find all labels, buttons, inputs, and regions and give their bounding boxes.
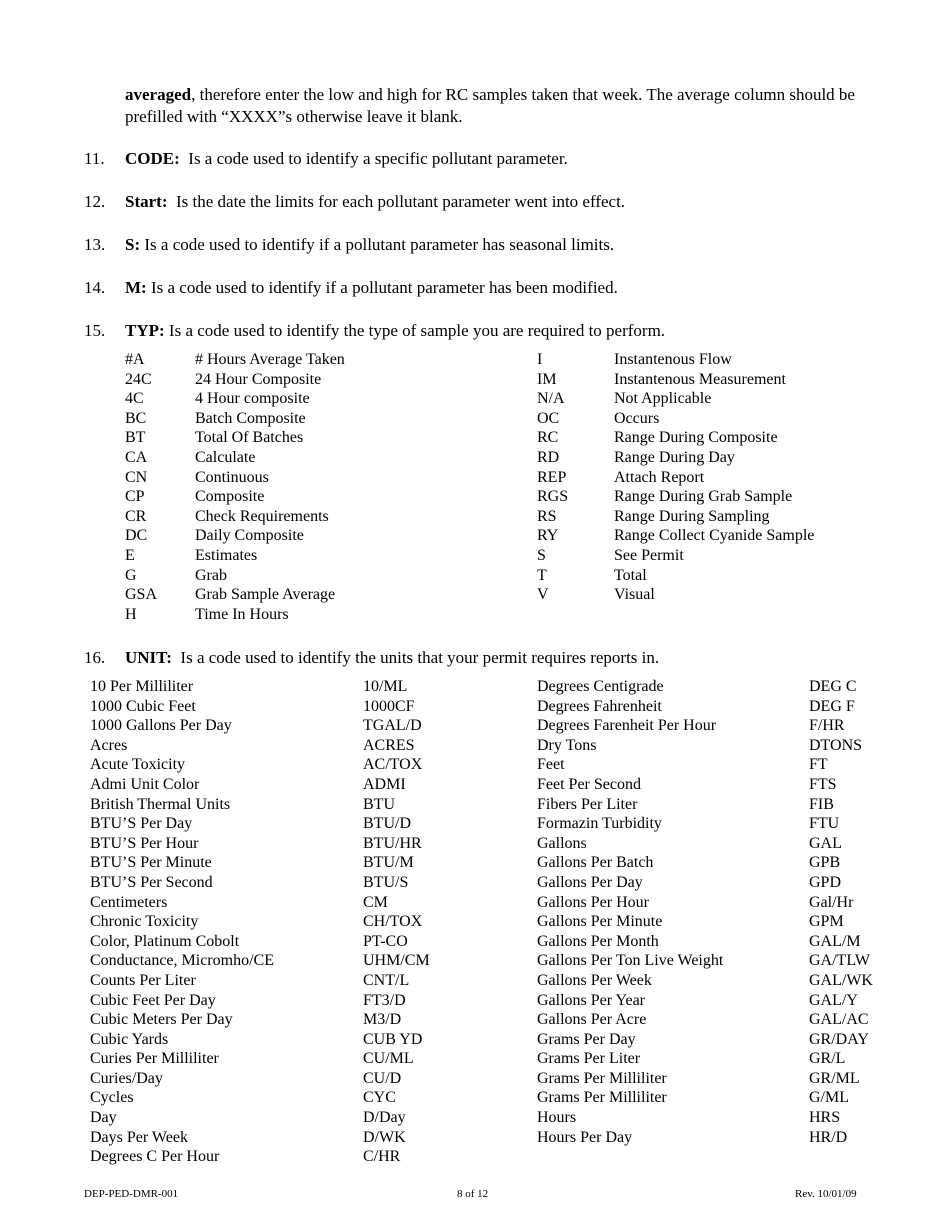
unit-code: GPB (809, 854, 841, 872)
typ-code: I (537, 351, 543, 368)
item-desc: Is a code used to identify if a pollutant parameter has been modified. (146, 278, 618, 297)
typ-code: GSA (125, 586, 158, 604)
unit-code: D/WK (363, 1128, 406, 1146)
unit-name: 1000 Gallons Per Day (90, 717, 232, 735)
item-desc: Is the date the limits for each pollutant parameter went into effect. (167, 192, 626, 211)
typ-code: BC (125, 409, 147, 427)
typ-description: Not Applicable (614, 390, 712, 408)
item-desc: Is a code used to identify if a pollutant parameter has seasonal limits. (140, 235, 615, 254)
unit-code: 10/ML (363, 678, 408, 695)
typ-description: Attach Report (614, 468, 705, 486)
unit-code: CYC (363, 1089, 396, 1107)
item-term: UNIT: (125, 648, 172, 667)
intro-text: , therefore enter the low and high for RC samples taken that week. The average column should be prefilled with “XXXX”s otherwise leave it blank. (125, 85, 855, 126)
unit-code: ADMI (363, 775, 406, 793)
unit-name: Gallons Per Acre (537, 1011, 647, 1029)
unit-name: Hours (537, 1109, 577, 1127)
typ-description: Visual (614, 586, 655, 604)
unit-code: FTS (809, 775, 837, 793)
item-number: 15. (84, 321, 106, 340)
typ-description: # Hours Average Taken (195, 351, 345, 368)
unit-code: UHM/CM (363, 952, 430, 970)
unit-name: Gallons (537, 834, 587, 852)
typ-code: N/A (537, 390, 565, 408)
typ-description: Check Requirements (195, 507, 329, 525)
unit-code: BTU/HR (363, 834, 422, 852)
unit-name: Gallons Per Ton Live Weight (537, 952, 724, 970)
unit-code: GPD (809, 873, 842, 891)
item-term: M: (125, 278, 147, 297)
item-number: 11. (84, 149, 105, 168)
typ-description: 24 Hour Composite (195, 370, 322, 388)
typ-description: Composite (195, 488, 265, 506)
unit-code: BTU (363, 795, 395, 813)
typ-code: CN (125, 468, 148, 486)
unit-name: Acres (90, 736, 128, 754)
intro-bold: averaged (125, 85, 192, 104)
typ-description: Calculate (195, 448, 256, 466)
unit-name: 10 Per Milliliter (90, 678, 194, 695)
typ-code: V (537, 586, 549, 604)
unit-name: BTU’S Per Second (90, 873, 213, 891)
typ-description: Total (614, 566, 647, 584)
unit-code: FIB (809, 795, 834, 813)
typ-code: CR (125, 507, 147, 525)
typ-description: Time In Hours (195, 605, 289, 623)
item-number: 12. (84, 192, 106, 211)
item-number: 13. (84, 235, 106, 254)
unit-code: PT-CO (363, 932, 408, 950)
item-term: CODE: (125, 149, 180, 168)
unit-name: BTU’S Per Day (90, 815, 193, 833)
item-number: 16. (84, 648, 106, 667)
footer-page-number: 8 of 12 (457, 1188, 489, 1200)
typ-code: S (537, 546, 546, 564)
unit-name: Conductance, Micromho/CE (90, 952, 274, 970)
unit-code: CU/ML (363, 1050, 414, 1068)
unit-code: GR/ML (809, 1069, 860, 1087)
unit-name: Grams Per Milliliter (537, 1089, 667, 1107)
typ-description: Continuous (195, 468, 269, 486)
unit-code: D/Day (363, 1109, 406, 1127)
typ-description: Estimates (195, 546, 258, 564)
typ-code: RY (537, 527, 559, 545)
unit-name: Color, Platinum Cobolt (90, 932, 240, 950)
typ-code: H (125, 605, 137, 623)
unit-name: Degrees C Per Hour (90, 1148, 220, 1166)
typ-code: 24C (125, 370, 152, 388)
unit-name: Grams Per Milliliter (537, 1069, 667, 1087)
unit-code: AC/TOX (363, 756, 423, 774)
typ-description: Range During Composite (614, 429, 778, 447)
item-desc: Is a code used to identify a specific pollutant parameter. (179, 149, 568, 168)
typ-description: Batch Composite (195, 409, 306, 427)
typ-description: Occurs (614, 409, 660, 427)
typ-code: IM (537, 370, 557, 388)
item-number: 14. (84, 278, 106, 297)
unit-code: GPM (809, 913, 844, 931)
unit-code: GAL/WK (809, 971, 873, 989)
item-desc: Is a code used to identify the type of sample you are required to perform. (164, 321, 666, 340)
unit-name: Cycles (90, 1089, 134, 1107)
unit-name: Cubic Yards (90, 1030, 169, 1048)
unit-code: FTU (809, 815, 840, 833)
unit-code: F/HR (809, 717, 845, 735)
item-desc: Is a code used to identify the units that your permit requires reports in. (171, 648, 660, 667)
typ-code: REP (537, 468, 567, 486)
unit-name: Admi Unit Color (90, 775, 200, 793)
unit-code: 1000CF (363, 697, 415, 715)
unit-code: GAL (809, 834, 842, 852)
unit-name: Grams Per Liter (537, 1050, 641, 1068)
unit-code: FT3/D (363, 991, 406, 1009)
unit-code: GR/L (809, 1050, 846, 1068)
typ-description: 4 Hour composite (195, 390, 310, 408)
footer-revision: Rev. 10/01/09 (795, 1188, 857, 1200)
unit-name: Day (90, 1109, 117, 1127)
unit-code: FT (809, 756, 828, 774)
unit-name: Gallons Per Hour (537, 893, 649, 911)
unit-name: Chronic Toxicity (90, 913, 199, 931)
unit-name: 1000 Cubic Feet (90, 697, 196, 715)
typ-code: BT (125, 429, 146, 447)
unit-name: Gallons Per Month (537, 932, 659, 950)
unit-name: Gallons Per Week (537, 971, 652, 989)
typ-description: Grab (195, 566, 227, 584)
typ-description: Range During Day (614, 448, 735, 466)
unit-code: HR/D (809, 1128, 848, 1146)
unit-code: GAL/AC (809, 1011, 869, 1029)
unit-code: CH/TOX (363, 913, 423, 931)
unit-name: Curies/Day (90, 1069, 163, 1087)
unit-name: Degrees Fahrenheit (537, 697, 662, 715)
typ-description: Grab Sample Average (195, 586, 336, 604)
unit-code: GAL/M (809, 932, 861, 950)
unit-code: GAL/Y (809, 991, 858, 1009)
unit-name: Cubic Feet Per Day (90, 991, 216, 1009)
unit-code: M3/D (363, 1011, 402, 1029)
typ-code: T (537, 566, 547, 584)
typ-code: CA (125, 448, 148, 466)
unit-name: Gallons Per Year (537, 991, 645, 1009)
unit-code: ACRES (363, 736, 415, 754)
unit-name: Gallons Per Minute (537, 913, 663, 931)
typ-description: Range Collect Cyanide Sample (614, 527, 815, 545)
unit-code: DEG F (809, 697, 855, 715)
unit-code: TGAL/D (363, 717, 422, 735)
unit-code: G/ML (809, 1089, 849, 1107)
unit-name: Cubic Meters Per Day (90, 1011, 233, 1029)
unit-code: CU/D (363, 1069, 402, 1087)
unit-code: GA/TLW (809, 952, 871, 970)
unit-code: CNT/L (363, 971, 410, 989)
unit-name: Grams Per Day (537, 1030, 636, 1048)
typ-description: Instantenous Flow (614, 351, 732, 368)
unit-code: CUB YD (363, 1030, 423, 1048)
unit-code: Gal/Hr (809, 893, 854, 911)
unit-code: BTU/D (363, 815, 411, 833)
typ-code: DC (125, 527, 148, 545)
typ-code: RD (537, 448, 560, 466)
typ-description: Daily Composite (195, 527, 304, 545)
unit-name: Acute Toxicity (90, 756, 186, 774)
unit-code: HRS (809, 1109, 841, 1127)
unit-name: Centimeters (90, 893, 168, 911)
unit-name: Days Per Week (90, 1128, 188, 1146)
item-term: TYP: (125, 321, 165, 340)
typ-description: Range During Sampling (614, 507, 770, 525)
unit-name: Formazin Turbidity (537, 815, 662, 833)
unit-name: Degrees Farenheit Per Hour (537, 717, 717, 735)
unit-name: BTU’S Per Minute (90, 854, 212, 872)
typ-code: E (125, 546, 135, 564)
item-term: S: (125, 235, 141, 254)
unit-name: BTU’S Per Hour (90, 834, 199, 852)
footer-doc-id: DEP-PED-DMR-001 (84, 1188, 179, 1200)
item-term: Start: (125, 192, 168, 211)
unit-name: Feet (537, 756, 565, 774)
unit-code: GR/DAY (809, 1030, 869, 1048)
typ-code: #A (125, 351, 145, 368)
intro-paragraph (125, 84, 885, 128)
unit-name: Gallons Per Batch (537, 854, 654, 872)
unit-code: CM (363, 893, 388, 911)
unit-code: C/HR (363, 1148, 401, 1166)
typ-description: Total Of Batches (195, 429, 304, 447)
unit-name: Feet Per Second (537, 775, 641, 793)
unit-code: BTU/M (363, 854, 414, 872)
unit-name: British Thermal Units (90, 795, 231, 813)
typ-code: CP (125, 488, 145, 506)
typ-code: RS (537, 507, 557, 525)
typ-code: RGS (537, 488, 569, 506)
unit-name: Counts Per Liter (90, 971, 196, 989)
unit-name: Gallons Per Day (537, 873, 643, 891)
unit-name: Curies Per Milliliter (90, 1050, 219, 1068)
typ-code: G (125, 566, 137, 584)
unit-code: DEG C (809, 678, 857, 695)
typ-code: RC (537, 429, 559, 447)
typ-code: OC (537, 409, 560, 427)
typ-description: Instantenous Measurement (614, 370, 786, 388)
unit-name: Degrees Centigrade (537, 678, 664, 695)
typ-code: 4C (125, 390, 144, 408)
unit-code: DTONS (809, 736, 863, 754)
unit-name: Hours Per Day (537, 1128, 633, 1146)
unit-code: BTU/S (363, 873, 409, 891)
typ-description: Range During Grab Sample (614, 488, 793, 506)
unit-name: Fibers Per Liter (537, 795, 638, 813)
unit-name: Dry Tons (537, 736, 597, 754)
typ-description: See Permit (614, 546, 684, 564)
